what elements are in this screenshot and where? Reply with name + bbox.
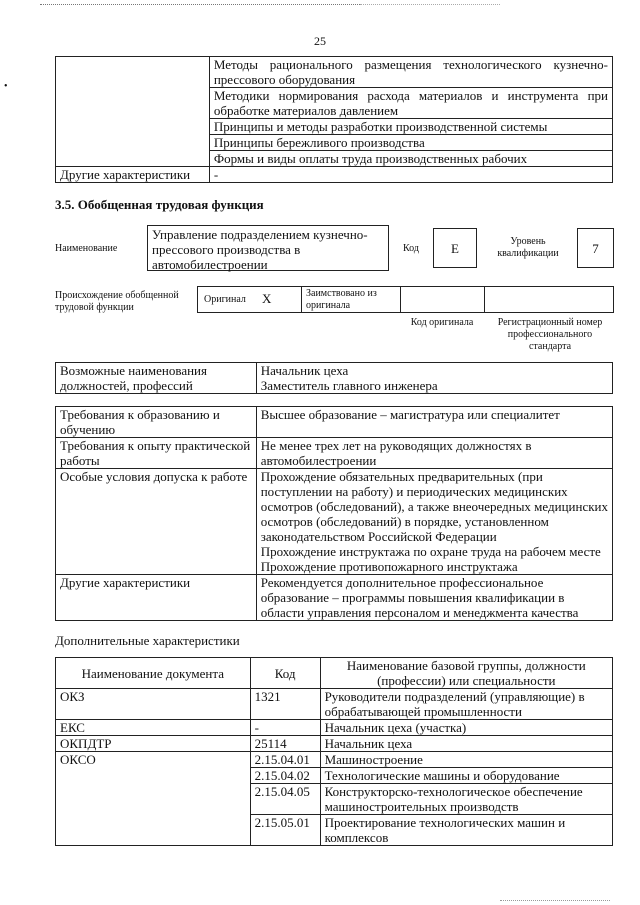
name-cell: Начальник цеха (участка) [320, 720, 612, 736]
positions-label: Возможные наименования должностей, профессий [56, 363, 257, 394]
doc-cell: ОКПДТР [56, 736, 251, 752]
origin-divider [484, 286, 485, 313]
code-cell: 1321 [250, 689, 320, 720]
table-header-row [56, 658, 613, 689]
code-cell: 25114 [250, 736, 320, 752]
section-heading: 3.5. Обобщенная трудовая функция [55, 197, 264, 212]
scan-dot: • [4, 81, 8, 92]
column-header: Код [250, 658, 320, 689]
table-cell [56, 135, 210, 151]
doc-cell: ОКЗ [56, 689, 251, 720]
position-item: Заместитель главного инженера [260, 378, 438, 393]
positions-values [256, 363, 612, 394]
scan-top-line [40, 4, 360, 5]
additional-heading: Дополнительные характеристики [55, 633, 240, 648]
table-cell: Методики нормирования расхода материалов и инструмента при обработке материалов давлением [209, 88, 612, 119]
position-item: Начальник цеха [260, 363, 349, 378]
requirement-line: Прохождение инструктажа по охране труда на рабочем месте [260, 544, 601, 559]
table-cell: Принципы бережливого производства [209, 135, 612, 151]
table-row [56, 689, 613, 720]
borrowed-label: Заимствовано из оригинала [306, 288, 377, 311]
requirement-line: Прохождение обязательных предварительных (при поступлении на работу) и периодических медицинских осмотров (обследований), а также внеочередных медицинских осмотров (обследований) в порядке, установленном законодательством Российской Федерации [260, 469, 608, 544]
requirement-value: Рекомендуется дополнительное профессиональное образование – программы повышения квалификации в области управления персоналом и менеджмента качества [256, 575, 612, 621]
table-cell [56, 88, 210, 119]
requirement-value [256, 469, 612, 575]
code-original-label: Код оригинала [410, 317, 474, 328]
scan-top-line [360, 4, 500, 5]
positions-table [55, 362, 613, 394]
table-row [56, 167, 613, 183]
level-value: 7 [577, 228, 614, 268]
column-header: Наименование базовой группы, должности (профессии) или специальности [320, 658, 612, 689]
table-cell: Формы и виды оплаты труда производственных рабочих [209, 151, 612, 167]
name-cell: Технологические машины и оборудование [320, 768, 612, 784]
origin-divider [400, 286, 401, 313]
requirement-label: Требования к образованию и обучению [56, 407, 257, 438]
requirement-label: Особые условия допуска к работе [56, 469, 257, 575]
table-cell: Методы рационального размещения технологического кузнечно-прессового оборудования [209, 57, 612, 88]
origin-box [197, 286, 614, 313]
code-cell: 2.15.04.01 [250, 752, 320, 768]
code-value: E [433, 228, 477, 268]
table-row [56, 736, 613, 752]
requirement-value: Не менее трех лет на руководящих должностях в автомобилестроении [256, 438, 612, 469]
requirement-label: Другие характеристики [56, 575, 257, 621]
table-cell: Другие характеристики [56, 167, 210, 183]
table-row [56, 407, 613, 438]
requirement-value: Высшее образование – магистратура или специалитет [256, 407, 612, 438]
table-cell [56, 119, 210, 135]
table-row [56, 151, 613, 167]
code-cell: - [250, 720, 320, 736]
column-header: Наименование документа [56, 658, 251, 689]
origin-label: Происхождение обобщенной трудовой функции [55, 290, 179, 313]
table-row [56, 88, 613, 119]
table-row [56, 469, 613, 575]
original-label: Оригинал [204, 294, 246, 305]
table-cell [56, 57, 210, 88]
level-label: Уровень квалификации [497, 236, 559, 259]
requirement-label: Требования к опыту практической работы [56, 438, 257, 469]
reg-number-label: Регистрационный номер профессионального стандарта [497, 317, 603, 352]
name-cell: Машиностроение [320, 752, 612, 768]
code-cell: 2.15.05.01 [250, 815, 320, 846]
table-row [56, 363, 613, 394]
code-label: Код [403, 243, 419, 254]
table-cell: Принципы и методы разработки производственной системы [209, 119, 612, 135]
original-mark: X [262, 291, 272, 306]
top-table [55, 56, 613, 183]
name-cell: Начальник цеха [320, 736, 612, 752]
doc-cell: ОКСО [56, 752, 251, 846]
additional-table [55, 657, 613, 846]
doc-cell: ЕКС [56, 720, 251, 736]
table-row [56, 752, 613, 768]
table-row [56, 438, 613, 469]
name-cell: Руководители подразделений (управляющие) в обрабатывающей промышленности [320, 689, 612, 720]
name-cell: Проектирование технологических машин и комплексов [320, 815, 612, 846]
table-row [56, 57, 613, 88]
table-row [56, 119, 613, 135]
table-cell [56, 151, 210, 167]
table-cell: - [209, 167, 612, 183]
name-cell: Конструкторско-технологическое обеспечение машиностроительных производств [320, 784, 612, 815]
requirements-table [55, 406, 613, 621]
requirement-line: Прохождение противопожарного инструктажа [260, 559, 518, 574]
page-number: 25 [314, 34, 326, 48]
origin-divider [301, 286, 302, 313]
table-row [56, 135, 613, 151]
table-row [56, 720, 613, 736]
name-label: Наименование [55, 243, 118, 254]
code-cell: 2.15.04.02 [250, 768, 320, 784]
code-cell: 2.15.04.05 [250, 784, 320, 815]
table-row [56, 575, 613, 621]
scan-bottom-line [500, 900, 610, 901]
name-value: Управление подразделением кузнечно-прессового производства в автомобилестроении [147, 225, 389, 271]
